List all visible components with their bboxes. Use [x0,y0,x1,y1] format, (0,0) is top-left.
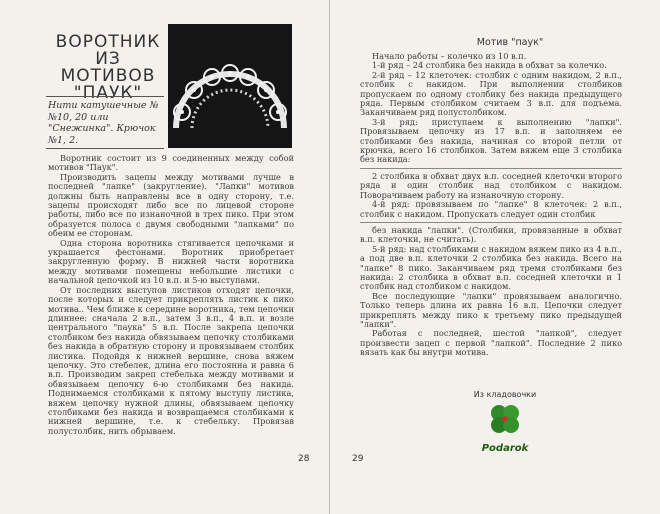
divider [360,168,622,169]
collar-photo [168,24,292,148]
article-text [48,154,294,436]
paragraph: Работая с последней, шестой "лапкой", следует произвести зацеп с первой "лапкой". Последние 2 пико вязать как бы внутри мотива. [360,328,622,358]
page-number: 29 [352,454,364,464]
clover-icon [485,399,525,439]
collar-illustration [168,24,292,148]
divider [46,148,164,149]
watermark-logo [460,390,550,454]
paragraph: без накида "лапки". (Столбики, провязанные в обхват в.п. клеточки, не считать). [360,224,622,245]
logo-caption: Из кладовочки [473,390,537,399]
paragraph: Начало работы – колечко из 10 в.п. [372,51,527,61]
logo-brand: Podarok [481,443,529,454]
paragraph: Воротник состоит из 9 соединенных между собой мотивов "Паук". [48,153,294,173]
section-title: Мотив "паук" [476,37,544,48]
paragraph: Одна сторона воротника стягивается цепочками и украшается фестонами. Воротник приобретает закругленную форму. В нижней части воротника между мотивами помещены небольшие листики с начальной цепочкой из 10 в.п. и 5-ю выступами. [48,237,294,286]
divider [360,222,622,223]
right-page [330,0,660,514]
paragraph: Производить зацепы между мотивами лучше в последней "лапке" (закругление). "Лапки" мотивов должны быть направлены все в одну сторону, т.е. зацепы происходят либо все по лицевой стороне работы, либо все по изнаночной в трех пико. При этом образуется полоса с двумя свободными "лапками" по обеим ее сторонам. [48,171,294,239]
paragraph: 2-й ряд – 12 клеточек: столбик с одним накидом, 2 в.п., столбик с накидом. При выполнении столбиков пропускаем по одному столбику без накида предыдущего ряда. Первым столбиком считаем 3 в.п. для подъема. Заканчиваем ряд полустолбиком. [360,69,622,118]
paragraph: 3-й ряд: приступаем к выполнению "лапки". Провязываем цепочку из 17 в.п. и заполняем ее столбиками без накида, начиная со второй петли от крючка, всего 16 столбиков. Затем вяжем еще 3 столбика без накида: [360,116,622,165]
paragraph: 1-й ряд – 24 столбика без накида в обхват за колечко. [372,60,607,71]
paragraph: 4-й ряд: провязываем по "лапке" 8 клеточек: 2 в.п., столбик с накидом. Пропускать следует один столбик [360,199,622,219]
paragraph: Все последующие "лапки" провязываем аналогично. Только теперь длина их равна 16 в.п. Цепочки следует прикреплять между пико к третьему пико предыдущей "лапки". [360,290,622,329]
page-number: 28 [298,454,310,464]
paragraph: От последних выступов листиков отходят цепочки, после которых и следует прикреплять листик к пико мотива.. Чем ближе к середине воротника, тем цепочки длиннее: сначала 2 в.п., затем 3 в.п., 4 в.п. и возле центрального "паука" 5 в.п. После закрепа цепочки столбиком без накида обвязываем цепочку столбиками без накида в обратную сторону и провязываем столбик листика. Подойдя к нижней вершине, снова вяжем цепочку. Это стебелек, длина его постоянна и равна 6 в.п. Производим закреп стебелька между мотивами и обвязываем цепочку 6-ю столбиками без накида. Поднимаемся столбиками к пятому выступу листика, вяжем цепочку нужной длины, обвязываем цепочку столбиками без накида и возвращаемся столбиками к нижней вершине, т.е. к стебельку. Провязав полустолбик, нить обрываем. [48,284,294,436]
materials-note: Нити катушечные №№10, 20 или "Снежинка". Крючок №1, 2. [48,100,159,146]
page-title: ВОРОТНИК ИЗ МОТИВОВ "ПАУК" [55,32,161,103]
divider [46,96,164,97]
instructions-text [360,52,622,358]
paragraph: 2 столбика в обхват двух в.п. соседней клеточки второго ряда и один столбик над столбиком с накидом. Поворачиваем работу на изнаночную сторону. [360,170,622,200]
paragraph: 5-й ряд: над столбиками с накидом вяжем пико из 4 в.п., а под две в.п. клеточки 2 столбика без накида. Всего на "лапке" 8 пико. Заканчиваем ряд тремя столбиками без накида: 2 столбика в обхват в.п. соседней клеточки и 1 столбик над столбиком с накидом. [360,243,622,292]
